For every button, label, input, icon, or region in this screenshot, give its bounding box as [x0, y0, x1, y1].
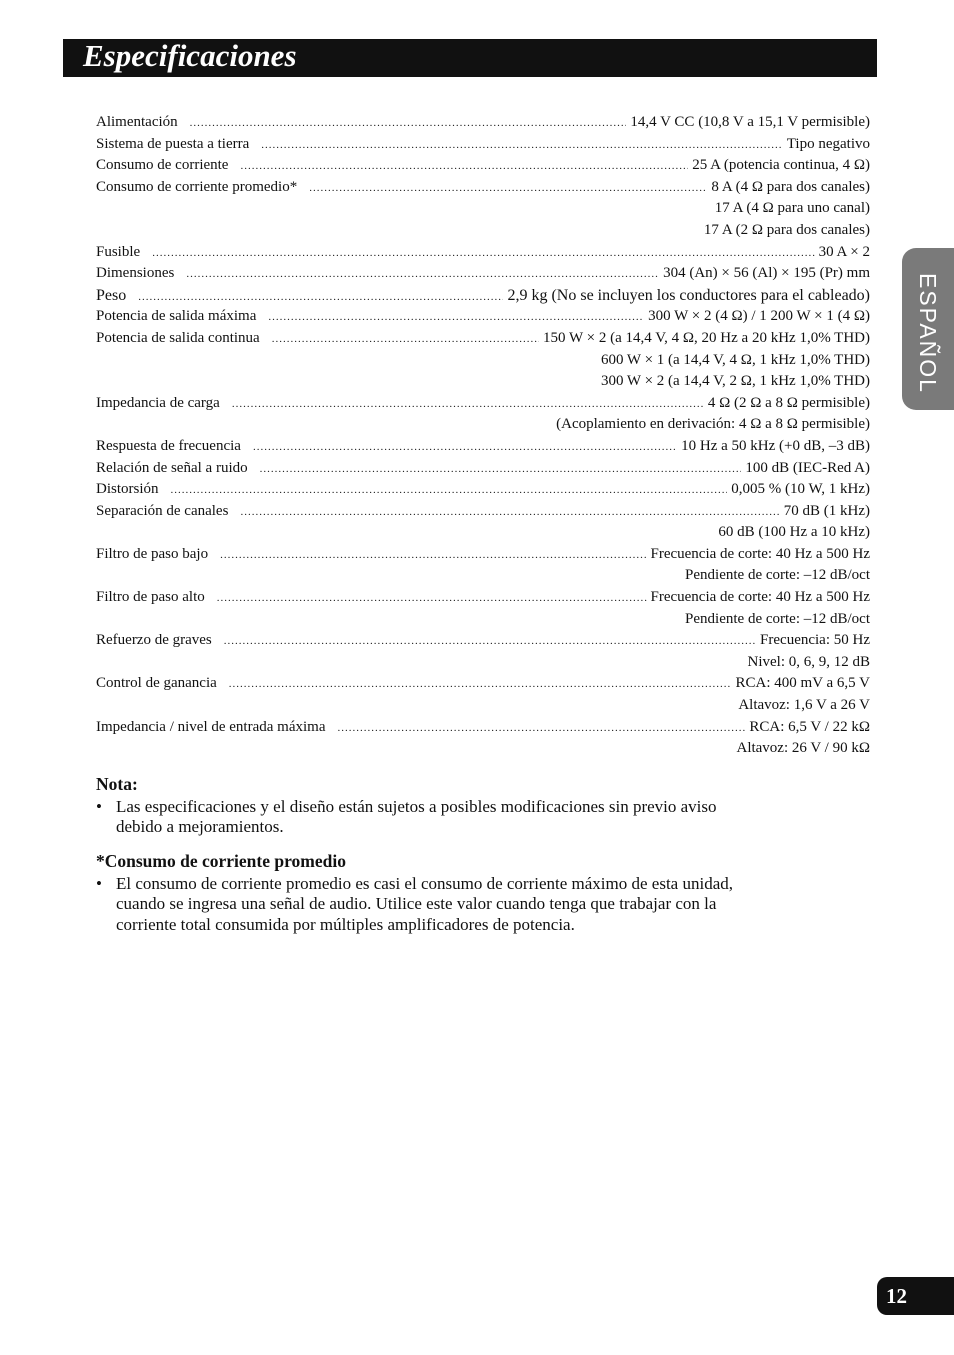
spec-row: [96, 717, 870, 739]
spec-row: [96, 544, 870, 566]
spec-row: [96, 522, 870, 544]
spec-row: [96, 263, 870, 285]
language-tab-label: ESPAÑOL: [915, 273, 941, 394]
spec-row: [96, 134, 870, 156]
spec-value: 60 dB (100 Hz a 10 kHz): [718, 524, 870, 541]
footnote-section: [96, 851, 736, 935]
leader-dots: [171, 480, 728, 501]
spec-label: Impedancia de carga: [96, 394, 220, 411]
spec-row: [96, 630, 870, 652]
spec-value: 30 A × 2: [818, 243, 870, 260]
bullet-mark: •: [96, 873, 102, 893]
spec-value: Frecuencia de corte: 40 Hz a 500 Hz: [650, 589, 870, 606]
spec-label: Distorsión: [96, 481, 159, 498]
spec-row: [96, 414, 870, 436]
spec-label: Peso: [96, 286, 127, 304]
leader-dots: [224, 631, 756, 652]
note-item: [96, 797, 736, 838]
spec-value: Pendiente de corte: –12 dB/oct: [685, 610, 870, 627]
spec-label: Respuesta de frecuencia: [96, 437, 241, 454]
spec-row: [96, 242, 870, 264]
leader-dots: [337, 718, 745, 739]
leader-dots: [272, 329, 539, 350]
leader-dots: [190, 113, 627, 134]
spec-row: [96, 112, 870, 134]
spec-value: 14,4 V CC (10,8 V a 15,1 V permisible): [630, 114, 870, 130]
leader-dots: [229, 674, 732, 695]
footnote-heading: *Consumo de corriente promedio: [96, 851, 346, 871]
bullet-mark: •: [96, 796, 102, 816]
spec-row: [96, 695, 870, 717]
spec-row: [96, 350, 870, 372]
spec-row: [96, 436, 870, 458]
spec-value: 17 A (4 Ω para uno canal): [714, 200, 870, 217]
spec-row: [96, 177, 870, 199]
spec-value: 300 W × 2 (4 Ω) / 1 200 W × 1 (4 Ω): [648, 308, 870, 325]
language-tab: [902, 248, 954, 410]
leader-dots: [268, 307, 644, 328]
specifications-list: [96, 112, 870, 760]
spec-value: 25 A (potencia continua, 4 Ω): [692, 157, 870, 174]
spec-row: [96, 393, 870, 415]
spec-row: [96, 609, 870, 631]
spec-row: [96, 220, 870, 242]
leader-dots: [138, 287, 503, 307]
spec-value: Altavoz: 26 V / 90 kΩ: [736, 740, 870, 757]
spec-label: Consumo de corriente promedio*: [96, 178, 298, 195]
page-title: Especificaciones: [83, 38, 297, 73]
spec-value: 100 dB (IEC-Red A): [745, 459, 870, 476]
note-section: [96, 774, 736, 838]
note-heading: Nota:: [96, 774, 138, 794]
title-bar: [63, 39, 877, 77]
spec-label: Separación de canales: [96, 502, 229, 519]
spec-row: [96, 652, 870, 674]
leader-dots: [217, 588, 647, 609]
leader-dots: [253, 437, 677, 458]
spec-row: [96, 501, 870, 523]
spec-value: Frecuencia de corte: 40 Hz a 500 Hz: [650, 545, 870, 562]
spec-value: Tipo negativo: [786, 135, 870, 152]
spec-value: 600 W × 1 (a 14,4 V, 4 Ω, 1 kHz 1,0% THD): [600, 351, 870, 368]
leader-dots: [309, 178, 707, 199]
leader-dots: [240, 502, 779, 523]
spec-label: Potencia de salida continua: [96, 329, 260, 346]
spec-label: Sistema de puesta a tierra: [96, 135, 250, 152]
leader-dots: [220, 545, 646, 566]
leader-dots: [260, 459, 742, 480]
leader-dots: [152, 243, 814, 264]
spec-row: [96, 328, 870, 350]
spec-label: Control de ganancia: [96, 675, 217, 692]
footnote-text: El consumo de corriente promedio es casi el consumo de corriente máximo de esta unidad, cuando se ingresa una señal de audio. Utilice este valor cuando tenga que trabajar con la corriente total consumida por múltiples amplificadores de potencia.: [116, 873, 733, 934]
spec-value: 0,005 % (10 W, 1 kHz): [731, 481, 870, 498]
spec-value: 150 W × 2 (a 14,4 V, 4 Ω, 20 Hz a 20 kHz 1,0% THD): [543, 329, 870, 346]
spec-label: Filtro de paso bajo: [96, 545, 209, 562]
spec-value: Nivel: 0, 6, 9, 12 dB: [747, 653, 870, 670]
spec-value: 17 A (2 Ω para dos canales): [703, 221, 870, 238]
spec-row: [96, 371, 870, 393]
spec-value: Pendiente de corte: –12 dB/oct: [685, 567, 870, 584]
leader-dots: [261, 135, 783, 156]
spec-value: RCA: 400 mV a 6,5 V: [735, 675, 870, 692]
spec-row: [96, 587, 870, 609]
spec-value: 300 W × 2 (a 14,4 V, 2 Ω, 1 kHz 1,0% THD): [600, 373, 870, 390]
leader-dots: [186, 264, 659, 285]
spec-row: [96, 306, 870, 328]
spec-value: Frecuencia: 50 Hz: [760, 632, 870, 649]
spec-value: 304 (An) × 56 (Al) × 195 (Pr) mm: [663, 265, 870, 282]
spec-label: Dimensiones: [96, 265, 175, 282]
spec-row: [96, 285, 870, 307]
leader-dots: [232, 394, 704, 415]
spec-value: (Acoplamiento en derivación: 4 Ω a 8 Ω permisible): [556, 416, 870, 433]
footnote-item: [96, 874, 736, 936]
spec-row: [96, 155, 870, 177]
spec-label: Alimentación: [96, 114, 178, 130]
spec-value: RCA: 6,5 V / 22 kΩ: [749, 718, 870, 735]
spec-label: Impedancia / nivel de entrada máxima: [96, 718, 326, 735]
spec-value: 70 dB (1 kHz): [783, 502, 870, 519]
spec-label: Potencia de salida máxima: [96, 308, 257, 325]
spec-row: [96, 479, 870, 501]
spec-value: 4 Ω (2 Ω a 8 Ω permisible): [707, 394, 870, 411]
spec-row: [96, 565, 870, 587]
spec-value: 10 Hz a 50 kHz (+0 dB, –3 dB): [681, 437, 870, 454]
spec-row: [96, 198, 870, 220]
spec-label: Fusible: [96, 243, 141, 260]
spec-label: Relación de señal a ruido: [96, 459, 248, 476]
spec-row: [96, 673, 870, 695]
leader-dots: [240, 156, 688, 177]
page-number: 12: [877, 1277, 954, 1315]
spec-row: [96, 458, 870, 480]
spec-label: Filtro de paso alto: [96, 589, 205, 606]
spec-row: [96, 738, 870, 760]
note-text: Las especificaciones y el diseño están sujetos a posibles modificaciones sin previo aviso debido a mejoramientos.: [116, 796, 717, 836]
spec-label: Consumo de corriente: [96, 157, 229, 174]
spec-value: Altavoz: 1,6 V a 26 V: [738, 697, 870, 714]
spec-label: Refuerzo de graves: [96, 632, 212, 649]
spec-value: 8 A (4 Ω para dos canales): [711, 178, 870, 195]
spec-value: 2,9 kg (No se incluyen los conductores para el cableado): [507, 286, 870, 304]
